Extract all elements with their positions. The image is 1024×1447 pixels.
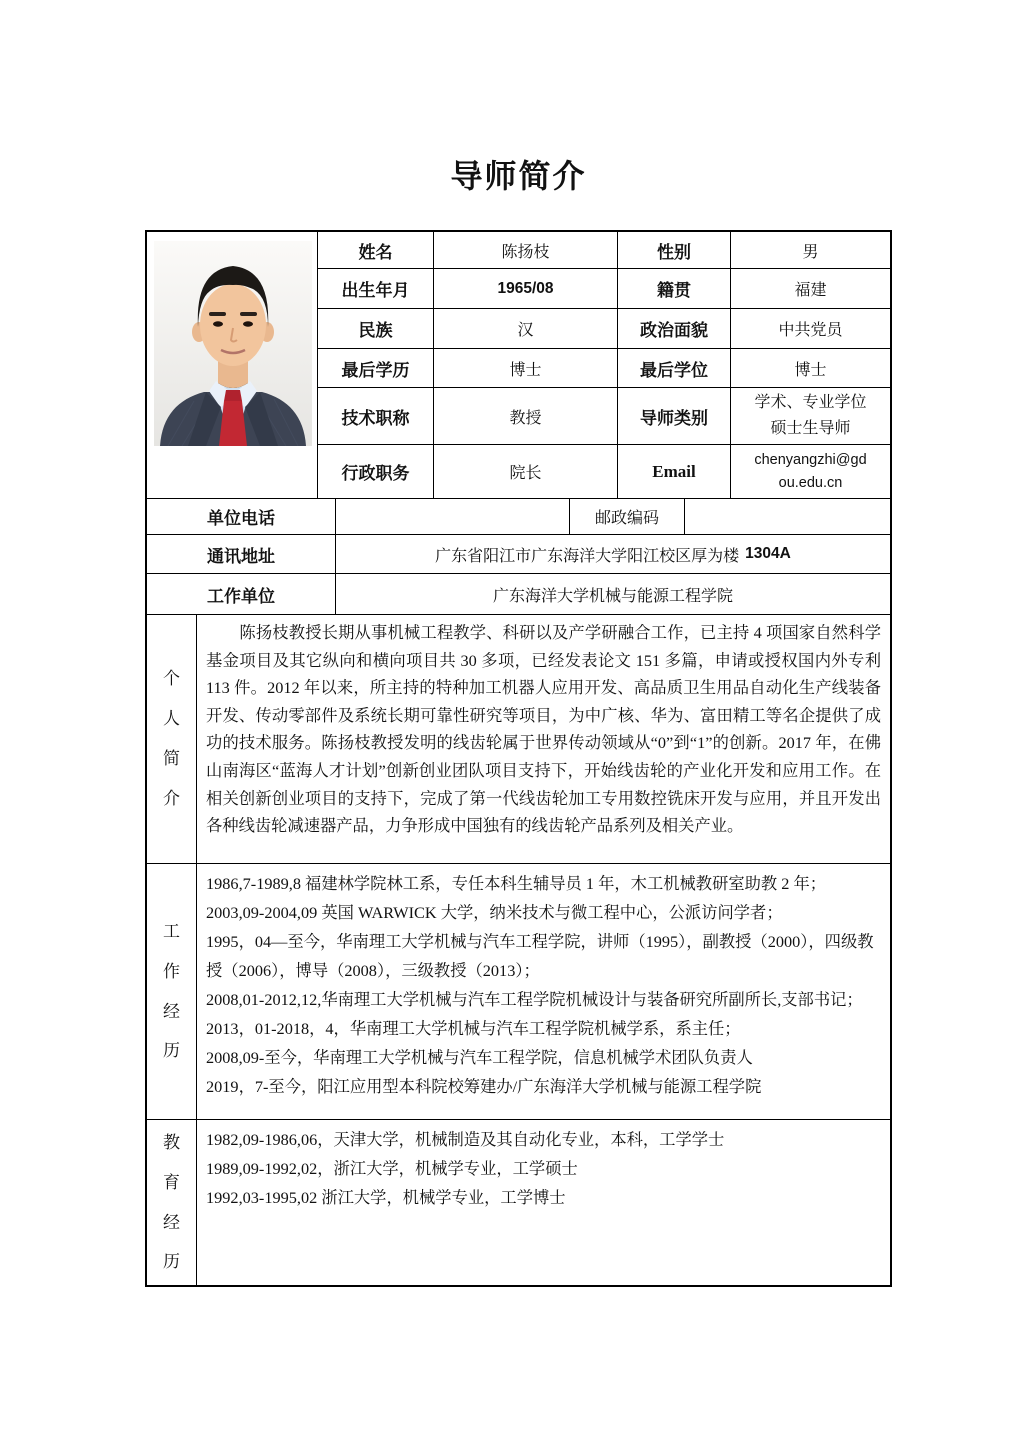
personal-intro-label: 个人简介 <box>163 669 180 808</box>
gender-value: 男 <box>802 243 819 261</box>
native-place-value: 福建 <box>794 282 827 299</box>
supervisor-type-value: 学术、专业学位硕士生导师 <box>754 393 867 437</box>
row-work-unit <box>147 574 890 615</box>
work-experience-line: 1986,7-1989,8 福建林学院林工系，专任本科生辅导员 1 年，木工机械教研室助教 2 年； <box>206 874 827 893</box>
admin-position-value: 院长 <box>434 445 618 498</box>
ethnicity-value: 汉 <box>434 309 618 348</box>
mailing-address-text: 广东省阳江市广东海洋大学阳江校区厚为楼 <box>435 547 740 565</box>
ethnicity-label: 民族 <box>318 309 434 348</box>
work-experience-label: 工作经历 <box>163 921 180 1061</box>
technical-title-value: 教授 <box>434 388 618 444</box>
photo-cell <box>147 232 318 498</box>
work-experience-line: 2013，01-2018，4，华南理工大学机械与汽车工程学院机械学系，系主任； <box>206 1019 741 1038</box>
education-label-cell <box>147 1120 197 1285</box>
work-experience-line: 2003,09-2004,09 英国 WARWICK 大学，纳米技术与微工程中心，公派访问学者； <box>206 903 783 922</box>
work-experience-line: 2008,01-2012,12,华南理工大学机械与汽车工程学院机械设计与装备研究所副所长,支部书记； <box>206 990 863 1009</box>
portrait-photo <box>154 241 312 446</box>
last-education-value: 博士 <box>434 349 618 387</box>
personal-intro-content <box>197 615 890 863</box>
work-phone-value <box>336 499 570 534</box>
section-personal-intro <box>147 615 890 864</box>
education-line: 1982,09-1986,06，天津大学，机械制造及其自动化专业，本科，工学学士 <box>206 1130 725 1149</box>
supervisor-type-label: 导师类别 <box>618 388 731 444</box>
section-work-experience <box>147 864 890 1120</box>
work-phone-label: 单位电话 <box>147 499 336 534</box>
name-label: 姓名 <box>318 232 434 268</box>
technical-title-label: 技术职称 <box>318 388 434 444</box>
last-education-label: 最后学历 <box>318 349 434 387</box>
basic-info-block <box>147 232 890 499</box>
row-position-email <box>318 445 890 498</box>
work-experience-line: 1995，04—至今，华南理工大学机械与汽车工程学院，讲师（1995），副教授（2000），四级教授（2006），博导（2008），三级教授（2013）； <box>206 932 874 980</box>
profile-table <box>145 230 892 1287</box>
mailing-address-number: 1304A <box>745 545 791 562</box>
work-unit-label: 工作单位 <box>147 574 336 614</box>
last-degree-label: 最后学位 <box>618 349 731 387</box>
education-line: 1992,03-1995,02 浙江大学，机械学专业，工学博士 <box>206 1188 566 1207</box>
row-title-supervisortype <box>318 388 890 445</box>
row-phone-postal <box>147 499 890 535</box>
row-education-degree <box>318 349 890 388</box>
native-place-label: 籍贯 <box>618 269 731 308</box>
personal-intro-label-cell <box>147 615 197 863</box>
education-label: 教育经历 <box>163 1132 180 1272</box>
basic-info-grid <box>318 232 890 498</box>
work-experience-line: 2008,09-至今，华南理工大学机械与汽车工程学院，信息机械学术团队负责人 <box>206 1048 753 1067</box>
admin-position-label: 行政职务 <box>318 445 434 498</box>
name-value: 陈扬枝 <box>434 232 618 268</box>
education-content <box>197 1120 890 1285</box>
last-degree-value: 博士 <box>794 361 827 379</box>
birth-date-label: 出生年月 <box>318 269 434 308</box>
work-unit-value: 广东海洋大学机械与能源工程学院 <box>492 587 733 605</box>
postal-code-value <box>685 499 890 534</box>
postal-code-label: 邮政编码 <box>570 499 685 534</box>
education-line: 1989,09-1992,02，浙江大学，机械学专业，工学硕士 <box>206 1159 578 1178</box>
row-name-gender <box>318 232 890 269</box>
political-status-value: 中共党员 <box>778 322 843 339</box>
mailing-address-value <box>336 535 890 573</box>
work-experience-label-cell <box>147 864 197 1119</box>
section-education <box>147 1120 890 1285</box>
page-title: 导师简介 <box>450 158 587 194</box>
gender-label: 性别 <box>618 232 731 268</box>
row-birth-nativeplace <box>318 269 890 309</box>
row-ethnicity-politics <box>318 309 890 349</box>
row-address <box>147 535 890 574</box>
mailing-address-label: 通讯地址 <box>147 535 336 573</box>
work-experience-line: 2019，7-至今，阳江应用型本科院校筹建办/广东海洋大学机械与能源工程学院 <box>206 1077 762 1096</box>
work-experience-content <box>197 864 890 1119</box>
political-status-label: 政治面貌 <box>618 309 731 348</box>
birth-date-value: 1965/08 <box>434 269 618 308</box>
email-value: chenyangzhi@gdou.edu.cn <box>754 452 867 491</box>
personal-intro-text: 陈扬枝教授长期从事机械工程教学、科研以及产学研融合工作，已主持 4 项国家自然科学基金项目及其它纵向和横向项目共 30 多项，已经发表论文 151 多篇，申请或授权国内外专利 113 件。2012 年以来，所主持的特种加工机器人应用开发、高品质卫生用品自动化生产线装备开发、传动零部件及系统长期可靠性研究等项目，为中广核、华为、富田精工等名企提供了成功的技术服务。陈扬枝教授发明的线齿轮属于世界传动领域从“0”到“1”的创新。2017 年，在佛山南海区“蓝海人才计划”创新创业团队项目支持下，开始线齿轮的产业化开发和应用工作。在相关创新创业项目的支持下，完成了第一代线齿轮加工专用数控铣床开发与应用，并且开发出各种线齿轮减速器产品，力争形成中国独有的线齿轮产品系列及相关产业。 <box>206 623 881 836</box>
email-label: Email <box>618 445 731 498</box>
